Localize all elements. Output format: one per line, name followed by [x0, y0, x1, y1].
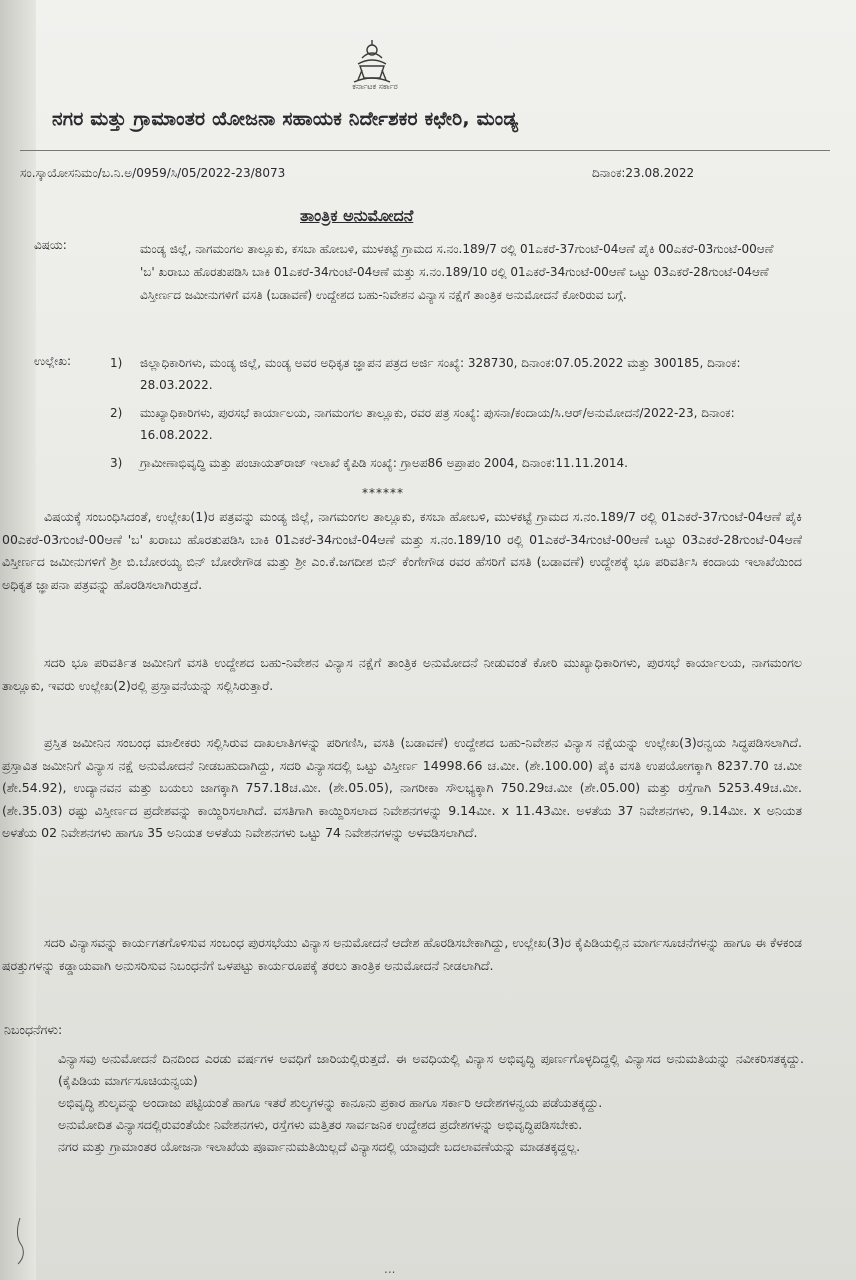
condition-item: ಅನುಮೋದಿತ ವಿನ್ಯಾಸದಲ್ಲಿರುವಂತೆಯೇ ನಿವೇಶನಗಳು, ರಸ್ತೆಗಳು ಮತ್ತಿತರ ಸಾರ್ವಜನಿಕ ಉದ್ದೇಶದ ಪ್ರದೇಶಗಳನ್ನು ಅಭಿವೃದ್ಧಿಪಡಿಸಬೇಕು. [58, 1117, 583, 1132]
body-paragraph-4: ಸದರಿ ವಿನ್ಯಾಸವನ್ನು ಕಾರ್ಯಗತಗೊಳಿಸುವ ಸಂಬಂಧ ಪುರಸಭೆಯು ವಿನ್ಯಾಸ ಅನುಮೋದನೆ ಆದೇಶ ಹೊರಡಿಸಬೇಕಾಗಿದ್ದು, ಉಲ್ಲೇಖ(3)ರ ಕೈಪಿಡಿಯಲ್ಲಿನ ಮಾರ್ಗಸೂಚನೆಗಳನ್ನು ಹಾಗೂ ಈ ಕೆಳಕಂಡ ಷರತ್ತುಗಳನ್ನು ಕಡ್ಡಾಯವಾಗಿ ಅನುಸರಿಸುವ ನಿಬಂಧನೆಗೆ ಒಳಪಟ್ಟು ಕಾರ್ಯರೂಪಕ್ಕೆ ತರಲು ತಾಂತ್ರಿಕ ಅನುಮೋದನೆ ನೀಡಲಾಗಿದೆ. [2, 935, 802, 973]
reference-item [110, 352, 790, 396]
reference-number-3: 3) [110, 456, 123, 470]
condition-item: ವಿನ್ಯಾಸವು ಅನುಮೋದನೆ ದಿನದಿಂದ ಎರಡು ವರ್ಷಗಳ ಅವಧಿಗೆ ಜಾರಿಯಲ್ಲಿರುತ್ತದೆ. ಈ ಅವಧಿಯಲ್ಲಿ ವಿನ್ಯಾಸ ಅಭಿವೃದ್ಧಿ ಪೂರ್ಣಗೊಳ್ಳದಿದ್ದಲ್ಲಿ ವಿನ್ಯಾಸದ ಅನುಮತಿಯನ್ನು ನವೀಕರಿಸತಕ್ಕದ್ದು. (ಕೈಪಿಡಿಯ ಮಾರ್ಗಸೂಚಿಯನ್ವಯ) [58, 1051, 804, 1088]
subject-text: ಮಂಡ್ಯ ಜಿಲ್ಲೆ, ನಾಗಮಂಗಲ ತಾಲ್ಲೂಕು, ಕಸಬಾ ಹೋಬಳಿ, ಮುಳಕಟ್ಟೆ ಗ್ರಾಮದ ಸ.ನಂ.189/7 ರಲ್ಲಿ 01ಎಕರೆ-37ಗುಂಟೆ-04ಆಣೆ ಪೈಕಿ 00ಎಕರೆ-03ಗುಂಟೆ-00ಆಣೆ 'ಬ' ಖರಾಬು ಹೊರತುಪಡಿಸಿ ಬಾಕಿ 01ಎಕರೆ-34ಗುಂಟೆ-04ಆಣೆ ಮತ್ತು ಸ.ನಂ.189/10 ರಲ್ಲಿ 01ಎಕರೆ-34ಗುಂಟೆ-00ಆಣೆ ಒಟ್ಟು 03ಎಕರೆ-28ಗುಂಟೆ-04ಆಣೆ ವಿಸ್ತೀರ್ಣದ ಜಮೀನುಗಳಿಗೆ ವಸತಿ (ಬಡಾವಣೆ) ಉದ್ದೇಶದ ಬಹು-ನಿವೇಶನ ವಿನ್ಯಾಸ ನಕ್ಷೆಗೆ ತಾಂತ್ರಿಕ ಅನುಮೋದನೆ ಕೋರಿರುವ ಬಗ್ಗೆ. [140, 242, 774, 302]
header-divider [20, 150, 830, 151]
document-heading: ತಾಂತ್ರಿಕ ಅನುಮೋದನೆ [300, 206, 414, 225]
reference-text-2: ಮುಖ್ಯಾಧಿಕಾರಿಗಳು, ಪುರಸಭೆ ಕಾರ್ಯಾಲಯ, ನಾಗಮಂಗಲ ತಾಲ್ಲೂಕು, ರವರ ಪತ್ರ ಸಂಖ್ಯೆ: ಪುಸನಾ/ಕಂದಾಯ/ಸಿ.ಆರ್/ಅನುಮೋದನೆ/2022-23, ದಿನಾಂಕ: 16.08.2022. [140, 406, 735, 442]
reference-number-1: 1) [110, 356, 123, 370]
body-paragraph-2: ಸದರಿ ಭೂ ಪರಿವರ್ತಿತ ಜಮೀನಿಗೆ ವಸತಿ ಉದ್ದೇಶದ ಬಹು-ನಿವೇಶನ ವಿನ್ಯಾಸ ನಕ್ಷೆಗೆ ತಾಂತ್ರಿಕ ಅನುಮೋದನೆ ನೀಡುವಂತೆ ಕೋರಿ ಮುಖ್ಯಾಧಿಕಾರಿಗಳು, ಪುರಸಭೆ ಕಾರ್ಯಾಲಯ, ನಾಗಮಂಗಲ ತಾಲ್ಲೂಕು, ಇವರು ಉಲ್ಲೇಖ(2)ರಲ್ಲಿ ಪ್ರಸ್ತಾವನೆಯನ್ನು ಸಲ್ಲಿಸಿರುತ್ತಾರೆ. [2, 655, 802, 693]
condition-item: ನಗರ ಮತ್ತು ಗ್ರಾಮಾಂತರ ಯೋಜನಾ ಇಲಾಖೆಯ ಪೂರ್ವಾನುಮತಿಯಿಲ್ಲದೆ ವಿನ್ಯಾಸದಲ್ಲಿ ಯಾವುದೇ ಬದಲಾವಣೆಯನ್ನು ಮಾಡತಕ್ಕದ್ದಲ್ಲ. [58, 1139, 581, 1154]
subject-label: ವಿಷಯ: [34, 238, 67, 252]
reference-item [110, 452, 790, 474]
references-list [110, 352, 790, 480]
reference-number-2: 2) [110, 406, 123, 420]
section-separator: ****** [362, 486, 404, 500]
reference-text-1: ಜಿಲ್ಲಾಧಿಕಾರಿಗಳು, ಮಂಡ್ಯ ಜಿಲ್ಲೆ, ಮಂಡ್ಯ ಅವರ ಅಧಿಕೃತ ಜ್ಞಾಪನ ಪತ್ರದ ಅರ್ಜಿ ಸಂಖ್ಯೆ: 328730, ದಿನಾಂಕ:07.05.2022 ಮತ್ತು 300185, ದಿನಾಂಕ: 28.03.2022. [140, 356, 741, 392]
conditions-title: ನಿಬಂಧನೆಗಳು: [4, 1022, 63, 1037]
references-label: ಉಲ್ಲೇಖ: [34, 354, 72, 368]
page-shadow-edge [0, 0, 36, 1280]
reference-item [110, 402, 790, 446]
reference-text-3: ಗ್ರಾಮೀಣಾಭಿವೃದ್ಧಿ ಮತ್ತು ಪಂಚಾಯತ್‌ರಾಜ್ ಇಲಾಖೆ ಕೈಪಿಡಿ ಸಂಖ್ಯೆ: ಗ್ರಾಅಪ86 ಅಪ್ರಾಪಂ 2004, ದಿನಾಂಕ:11.11.2014. [140, 456, 628, 470]
reference-number: ಸಂ.ಸ್ಕಾಯೋಸನಿಮಂ/ಬ.ನಿ.ಅ/0959/ಸಿ/05/2022-23/8073 [20, 166, 286, 180]
margin-pen-mark [10, 1216, 30, 1266]
condition-item: ಅಭಿವೃದ್ಧಿ ಶುಲ್ಕವನ್ನು ಅಂದಾಜು ಪಟ್ಟಿಯಂತೆ ಹಾಗೂ ಇತರೆ ಶುಲ್ಕಗಳನ್ನು ಕಾನೂನು ಪ್ರಕಾರ ಹಾಗೂ ಸರ್ಕಾರಿ ಆದೇಶಗಳನ್ವಯ ಪಡೆಯತಕ್ಕದ್ದು. [58, 1095, 603, 1110]
body-paragraph-1: ವಿಷಯಕ್ಕೆ ಸಂಬಂಧಿಸಿದಂತೆ, ಉಲ್ಲೇಖ(1)ರ ಪತ್ರವನ್ನು ಮಂಡ್ಯ ಜಿಲ್ಲೆ, ನಾಗಮಂಗಲ ತಾಲ್ಲೂಕು, ಕಸಬಾ ಹೋಬಳಿ, ಮುಳಕಟ್ಟೆ ಗ್ರಾಮದ ಸ.ನಂ.189/7 ರಲ್ಲಿ 01ಎಕರೆ-37ಗುಂಟೆ-04ಆಣೆ ಪೈಕಿ 00ಎಕರೆ-03ಗುಂಟೆ-00ಆಣೆ 'ಬ' ಖರಾಬು ಹೊರತುಪಡಿಸಿ ಬಾಕಿ 01ಎಕರೆ-34ಗುಂಟೆ-04ಆಣೆ ಮತ್ತು ಸ.ನಂ.189/10 ರಲ್ಲಿ 01ಎಕರೆ-34ಗುಂಟೆ-00ಆಣೆ ಒಟ್ಟು 03ಎಕರೆ-28ಗುಂಟೆ-04ಆಣೆ ವಿಸ್ತೀರ್ಣದ ಜಮೀನುಗಳಿಗೆ ಶ್ರೀ ಬಿ.ಬೋರಯ್ಯ ಬಿನ್ ಬೋರೇಗೌಡ ಮತ್ತು ಶ್ರೀ ಎಂ.ಕೆ.ಜಗದೀಶ ಬಿನ್ ಕೆಂಗೇಗೌಡ ರವರ ಹೆಸರಿಗೆ ವಸತಿ (ಬಡಾವಣೆ) ಉದ್ದೇಶಕ್ಕೆ ಭೂ ಪರಿವರ್ತಿಸಿ ಕಂದಾಯ ಇಲಾಖೆಯಿಂದ ಅಧಿಕೃತ ಜ್ಞಾಪನಾ ಪತ್ರವನ್ನು ಹೊರಡಿಸಲಾಗಿರುತ್ತದೆ. [2, 509, 802, 592]
page-continuation-mark: ... [384, 1262, 396, 1276]
body-paragraph-3: ಪ್ರಸ್ತಿತ ಜಮೀನಿನ ಸಂಬಂಧ ಮಾಲೀಕರು ಸಲ್ಲಿಸಿರುವ ದಾಖಲಾತಿಗಳನ್ನು ಪರಿಗಣಿಸಿ, ವಸತಿ (ಬಡಾವಣೆ) ಉದ್ದೇಶದ ಬಹು-ನಿವೇಶನ ವಿನ್ಯಾಸ ನಕ್ಷೆಯನ್ನು ಉಲ್ಲೇಖ(3)ರನ್ವಯ ಸಿದ್ಧಪಡಿಸಲಾಗಿದೆ. ಪ್ರಸ್ತಾವಿತ ಜಮೀನಿಗೆ ವಿನ್ಯಾಸ ನಕ್ಷೆ ಅನುಮೋದನೆ ನೀಡಬಹುದಾಗಿದ್ದು, ಸದರಿ ವಿನ್ಯಾಸದಲ್ಲಿ ಒಟ್ಟು ವಿಸ್ತೀರ್ಣ 14998.66 ಚ.ಮೀ. (ಶೇ.100.00) ಪೈಕಿ ವಸತಿ ಉಪಯೋಗಕ್ಕಾಗಿ 8237.70 ಚ.ಮೀ (ಶೇ.54.92), ಉದ್ಯಾನವನ ಮತ್ತು ಬಯಲು ಜಾಗಕ್ಕಾಗಿ 757.18ಚ.ಮೀ. (ಶೇ.05.05), ನಾಗರೀಕಾ ಸೌಲಭ್ಯಕ್ಕಾಗಿ 750.29ಚ.ಮೀ (ಶೇ.05.00) ಮತ್ತು ರಸ್ತೆಗಾಗಿ 5253.49ಚ.ಮೀ. (ಶೇ.35.03) ರಷ್ಟು ವಿಸ್ತೀರ್ಣದ ಪ್ರದೇಶವನ್ನು ಕಾಯ್ದಿರಿಸಲಾಗಿದೆ. ವಸತಿಗಾಗಿ ಕಾಯ್ದಿರಿಸಲಾದ ನಿವೇಶನಗಳನ್ನು 9.14ಮೀ. x 11.43ಮೀ. ಅಳತೆಯ 37 ನಿವೇಶನಗಳು, 9.14ಮೀ. x ಅನಿಯತ ಅಳತೆಯ 02 ನಿವೇಶನಗಳು ಹಾಗೂ 35 ಅನಿಯತ ಅಳತೆಯ ನಿವೇಶನಗಳು ಒಟ್ಟು 74 ನಿವೇಶನಗಳನ್ನು ಅಳವಡಿಸಲಾಗಿದೆ. [2, 735, 802, 840]
conditions-list [58, 1048, 804, 1158]
document-date: ದಿನಾಂಕ:23.08.2022 [592, 166, 695, 180]
emblem-caption: ಕರ್ನಾಟಕ ಸರ್ಕಾರ [352, 82, 398, 91]
office-title: ನಗರ ಮತ್ತು ಗ್ರಾಮಾಂತರ ಯೋಜನಾ ಸಹಾಯಕ ನಿರ್ದೇಶಕರ ಕಛೇರಿ, ಮಂಡ್ಯ [52, 108, 519, 130]
